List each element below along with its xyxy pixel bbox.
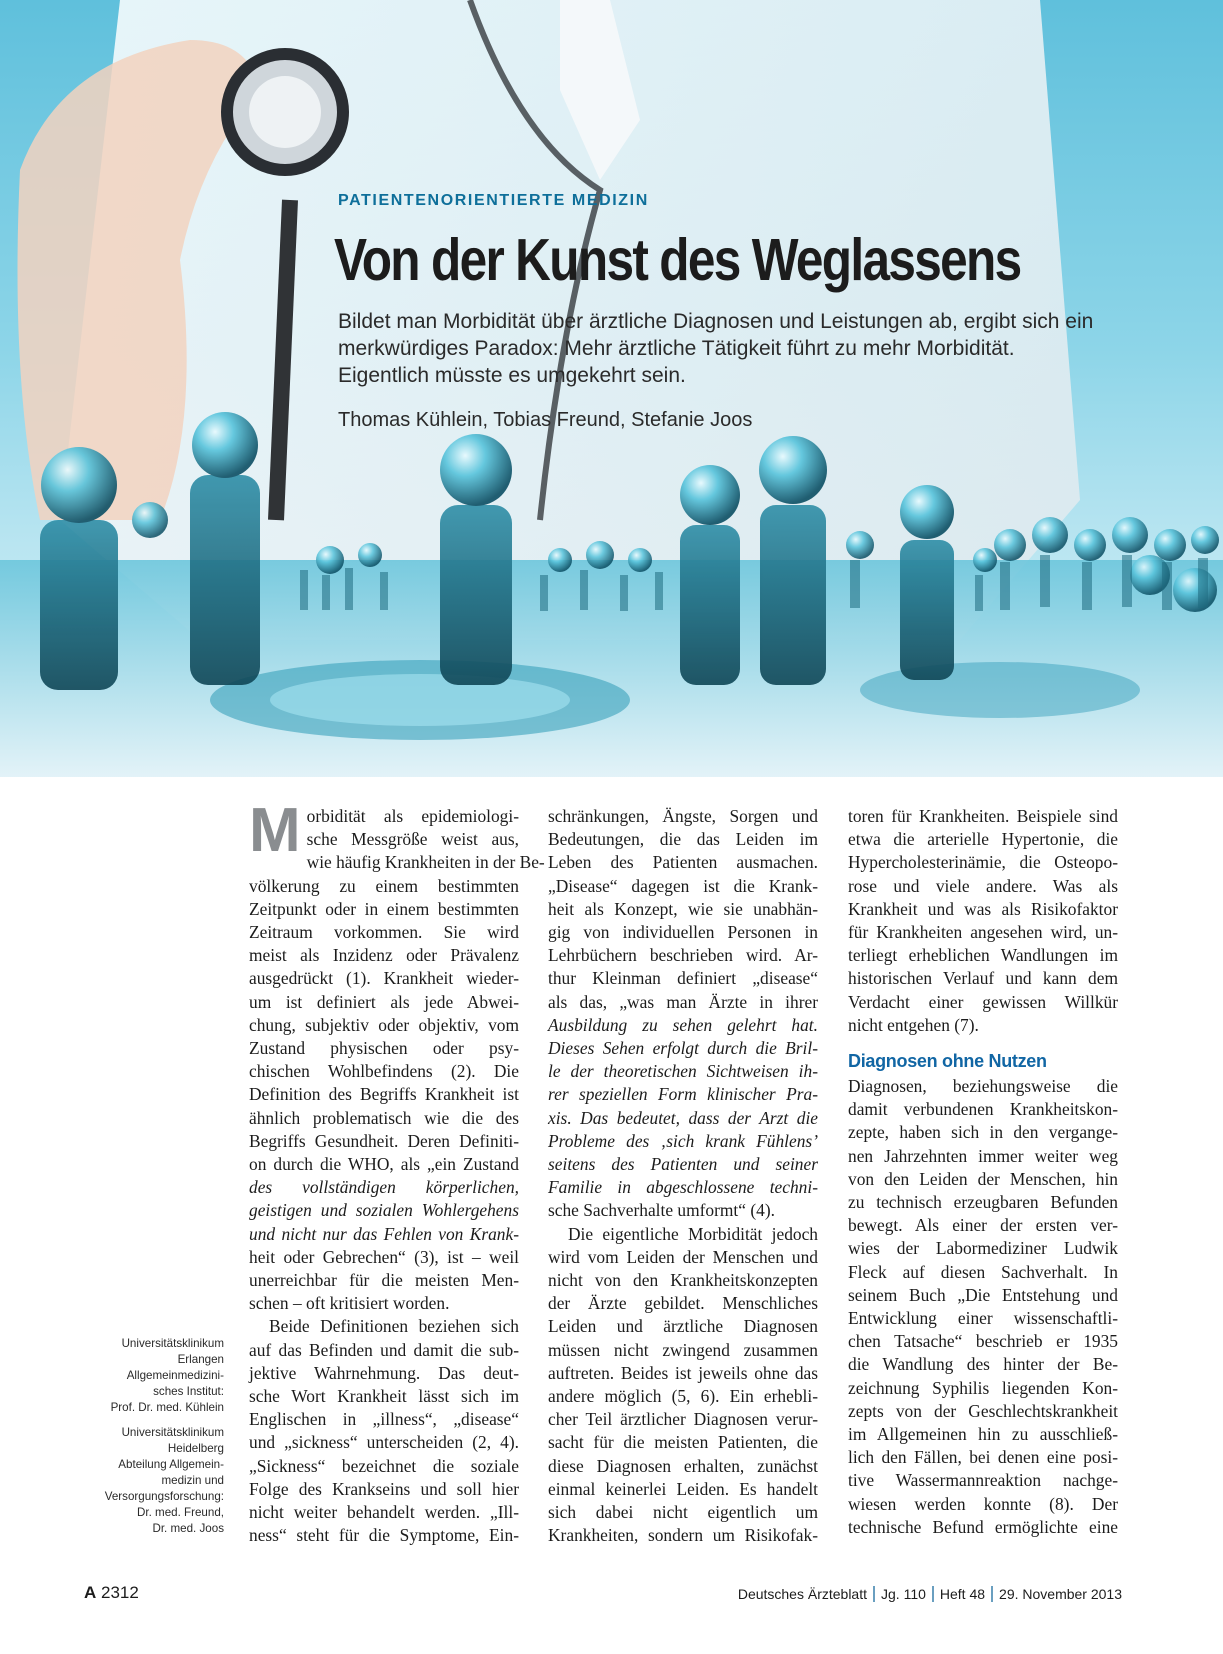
section-subheading: Diagnosen ohne Nutzen xyxy=(848,1051,1047,1072)
hero-image xyxy=(0,0,1223,777)
page-prefix: A xyxy=(84,1583,97,1602)
journal-issue: Heft 48 xyxy=(939,1586,986,1602)
body-column-1: M orbidität als epidemiologi- sche Messgröße weist aus, wie häufig Krankheiten in der Be- völkerung zu einem bestimmten Zeitpunkt oder in einem bestimmten Zeitraum vorkommen. Sie wird meist als Inzidenz oder Prävalenz ausgedrückt (1). Krankheit wieder- um ist definiert als jede Abwei- chung, subjektiv oder objektiv, vom Zustand physischen oder psy- chischen Wohlbefindens (2). Die Definition des Begriffs Krankheit ist ähnlich problematisch wie die des Begriffs Gesundheit. Deren Definiti- on durch die WHO, als „ein Zustand des vollständigen körperlichen, geistigen und sozialen Wohlergehens und nicht nur das Fehlen von Krank- heit oder Gebrechen“ (3), ist – weil unerreichbar für die meisten Men- schen – oft kritisiert worden. Beide Definitionen beziehen sich auf das Befinden und damit die sub- jektive Wahrnehmung. Das deut- sche Wort Krankheit lässt sich im Englischen in „illness“, „disease“ und „sickness“ unterscheiden (2, 4). „Sickness“ bezeichnet die soziale Folge des Krankseins und soll hier nicht weiter behandelt werden. „Ill- ness“ steht für die Symptome, Ein- xyxy=(249,796,545,1546)
affiliation-heidelberg: Universitätsklinikum Heidelberg Abteilung Allgemein- medizin und Versorgungsforschung: Dr. med. Freund, Dr. med. Joos xyxy=(104,1426,224,1535)
page-number-value: 2312 xyxy=(101,1583,139,1602)
article-title: Von der Kunst des Weglassens xyxy=(334,227,1021,293)
affiliation-erlangen: Universitätsklinikum Erlangen Allgemeinmedizini- sches Institut: Prof. Dr. med. Kühlein xyxy=(110,1337,224,1414)
journal-volume: Jg. 110 xyxy=(881,1586,926,1602)
body-column-2: schränkungen, Ängste, Sorgen und Bedeutungen, die das Leiden im Leben des Patienten ausmachen. „Disease“ dagegen ist die Krank- heit als Konzept, wie sie unabhän- gig von individuellen Personen in Lehrbüchern beschrieben wird. Ar- thur Kleinman definiert „disease“ als das, „was man Ärzte in ihrer Ausbildung zu sehen gelehrt hat. Dieses Sehen erfolgt durch die Bril- le der theoretischen Sichtweisen ih- rer speziellen Form klinischer Pra- xis. Das bedeutet, dass der Arzt die Probleme des ‚sich krank Fühlens’ seitens des Patienten und seiner Familie in abgeschlossene techni- sche Sachverhalte umformt“ (4). Die eigentliche Morbidität jedoch wird vom Leiden der Menschen und nicht von den Krankheitskonzepten der Ärzte gebildet. Menschliches Leiden und ärztliche Diagnosen müssen nicht zwingend zusammen auftreten. Beides ist jeweils ohne das andere möglich (5, 6). Ein erhebli- cher Teil ärztlicher Diagnosen verur- sacht für die meisten Patienten, die diese Diagnosen erhalten, zunächst einmal keinerlei Leiden. Es handelt sich dabei nicht eigentlich um Krankheiten, sondern um Risikofak- xyxy=(548,806,818,1546)
footer-separator xyxy=(991,1586,993,1602)
footer-separator xyxy=(873,1586,875,1602)
body-column-3: toren für Krankheiten. Beispiele sind etwa die arterielle Hypertonie, die Hypercholesterinämie, die Osteopo- rose und viele andere. Was als Krankheit und was als Risikofaktor für Krankheiten angesehen wird, un- terliegt erheblichen Wandlungen im historischen Verlauf und kann dem Verdacht einer gewissen Willkür nicht entgehen (7). Diagnosen ohne Nutzen Diagnosen, beziehungsweise die damit verbundenen Krankheitskon- zepte, haben sich in den vergange- nen Jahrzehnten immer weiter weg von den Leiden der Menschen, hin zu technisch erzeugbaren Befunden bewegt. Als einer der ersten ver- wies der Labormediziner Ludwik Fleck auf diesen Sachverhalt. In seinem Buch „Die Entstehung und Entwicklung einer wissenschaftli- chen Tatsache“ beschrieb er 1935 die Wandlung des hinter der Be- zeichnung Syphilis liegenden Kon- zepts von der Geschlechtskrankheit im Allgemeinen hin zu ausschließ- lich den Fällen, bei denen eine posi- tive Wassermannreaktion nachge- wiesen werden konnte (8). Der technische Befund ermöglichte eine xyxy=(848,806,1118,1537)
section-kicker: PATIENTENORIENTIERTE MEDIZIN xyxy=(338,192,649,209)
page-number xyxy=(84,1583,139,1603)
article-authors: Thomas Kühlein, Tobias Freund, Stefanie Joos xyxy=(338,409,753,431)
drop-cap: M xyxy=(249,796,301,865)
journal-name: Deutsches Ärzteblatt xyxy=(737,1586,867,1602)
article-lede: Bildet man Morbidität über ärztliche Diagnosen und Leistungen ab, ergibt sich ein merkwürdiges Paradox: Mehr ärztliche Tätigkeit führt zu mehr Morbidität. Eigentlich müsste es umgekehrt sein. xyxy=(338,310,1094,387)
footer-separator xyxy=(932,1586,934,1602)
journal-date: 29. November 2013 xyxy=(999,1586,1122,1602)
journal-footer xyxy=(738,1586,1122,1602)
